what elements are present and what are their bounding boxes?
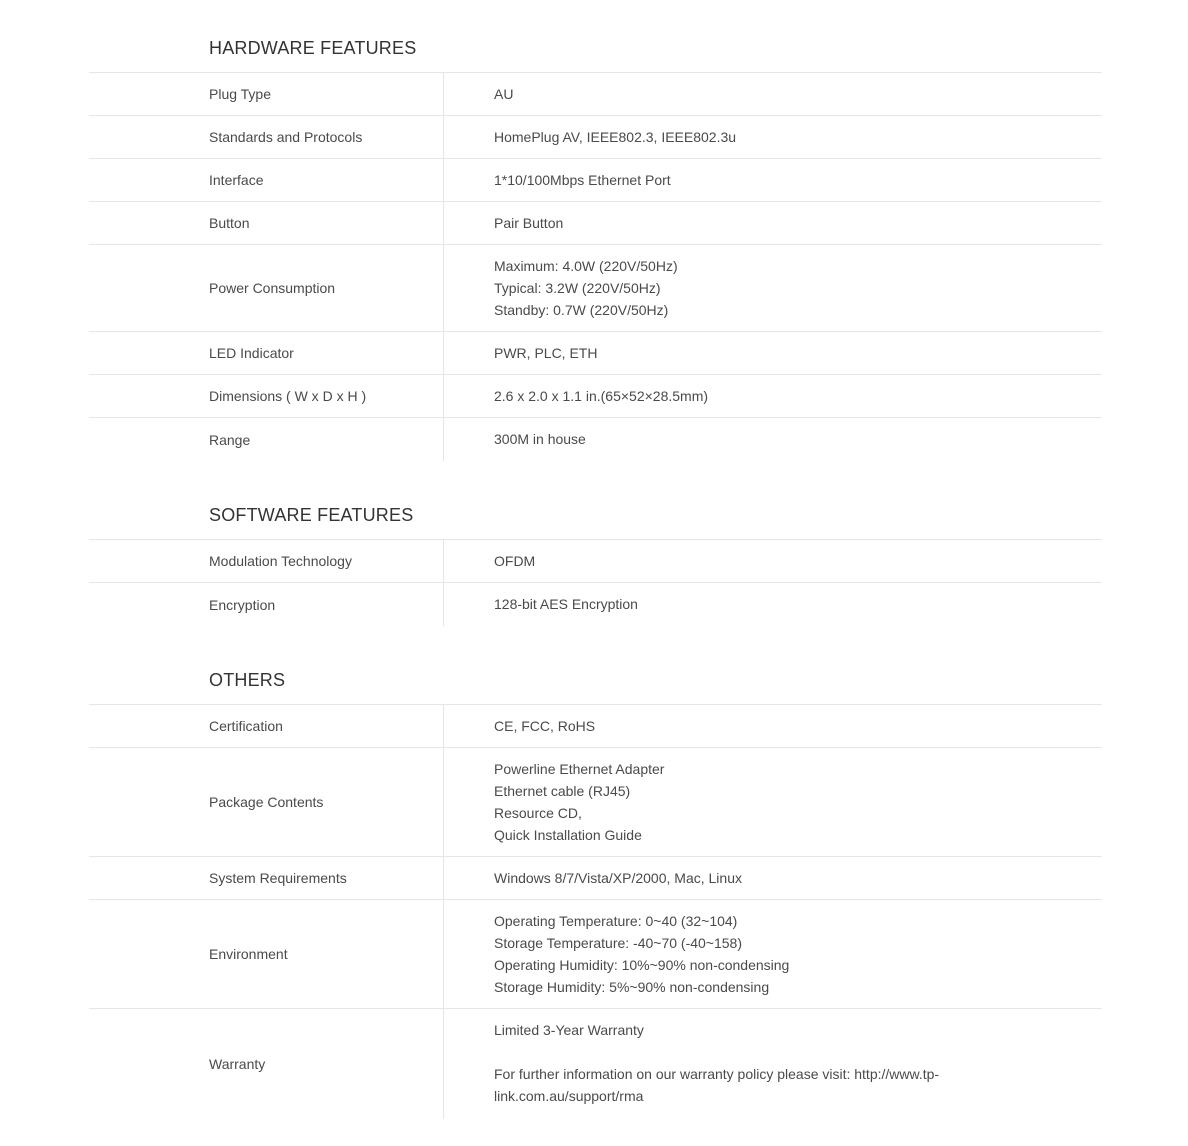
spec-label: Power Consumption	[89, 245, 444, 331]
spec-value-line: Powerline Ethernet Adapter	[494, 761, 665, 777]
spec-label: Environment	[89, 900, 444, 1008]
spec-label: Modulation Technology	[89, 540, 444, 582]
spec-row-button	[89, 202, 1102, 245]
spec-row-environment	[89, 900, 1102, 1009]
section-title-software: SOFTWARE FEATURES	[209, 505, 414, 525]
spec-value-line: OFDM	[494, 553, 536, 569]
spec-value-line	[494, 1041, 1102, 1063]
spec-row-interface	[89, 159, 1102, 202]
spec-value	[444, 705, 1102, 747]
spec-value	[444, 245, 1102, 331]
section-title-others: OTHERS	[209, 670, 286, 690]
spec-value-line: HomePlug AV, IEEE802.3, IEEE802.3u	[494, 129, 737, 145]
spec-value-line: Standby: 0.7W (220V/50Hz)	[494, 302, 669, 318]
spec-label: LED Indicator	[89, 332, 444, 374]
spec-value-line: Limited 3-Year Warranty	[494, 1022, 644, 1038]
spec-value	[444, 73, 1102, 115]
spec-label: Warranty	[89, 1009, 444, 1119]
others-spec-table	[89, 704, 1102, 1119]
spec-value-line: 1*10/100Mbps Ethernet Port	[494, 172, 671, 188]
spec-value-line: Maximum: 4.0W (220V/50Hz)	[494, 258, 678, 274]
spec-value-line: PWR, PLC, ETH	[494, 345, 598, 361]
spec-value-line: Storage Temperature: -40~70 (-40~158)	[494, 935, 743, 951]
section-title-hardware: HARDWARE FEATURES	[209, 38, 417, 58]
spec-value	[444, 1009, 1102, 1119]
spec-label: Button	[89, 202, 444, 244]
software-spec-table	[89, 539, 1102, 626]
spec-value-line: Pair Button	[494, 215, 564, 231]
spec-value	[444, 418, 1102, 461]
spec-value-line: CE, FCC, RoHS	[494, 718, 596, 734]
spec-row-package-contents	[89, 748, 1102, 857]
spec-value	[444, 202, 1102, 244]
spec-value-line: 128-bit AES Encryption	[494, 596, 638, 612]
spec-row-encryption	[89, 583, 1102, 626]
spec-value	[444, 900, 1102, 1008]
spec-label: Range	[89, 418, 444, 461]
spec-row-modulation	[89, 540, 1102, 583]
spec-value-line: 2.6 x 2.0 x 1.1 in.(65×52×28.5mm)	[494, 388, 709, 404]
spec-value-line: Ethernet cable (RJ45)	[494, 783, 631, 799]
spec-value-line: AU	[494, 86, 514, 102]
spec-label: Standards and Protocols	[89, 116, 444, 158]
spec-value-line: 300M in house	[494, 431, 586, 447]
spec-value-line: Operating Temperature: 0~40 (32~104)	[494, 913, 738, 929]
spec-value	[444, 583, 1102, 626]
spec-label: System Requirements	[89, 857, 444, 899]
spec-label: Certification	[89, 705, 444, 747]
spec-value-line: Operating Humidity: 10%~90% non-condensing	[494, 957, 790, 973]
spec-row-plug-type	[89, 73, 1102, 116]
spec-row-warranty	[89, 1009, 1102, 1119]
spec-value	[444, 375, 1102, 417]
spec-value	[444, 748, 1102, 856]
spec-label: Dimensions ( W x D x H )	[89, 375, 444, 417]
spec-value	[444, 332, 1102, 374]
spec-value-line: Resource CD,	[494, 805, 582, 821]
spec-label: Encryption	[89, 583, 444, 626]
spec-value-line: Storage Humidity: 5%~90% non-condensing	[494, 979, 770, 995]
spec-row-certification	[89, 705, 1102, 748]
spec-row-system-requirements	[89, 857, 1102, 900]
warranty-policy-text: For further information on our warranty policy please visit: http://www.tp-link.com.au/support/rma	[494, 1066, 940, 1104]
spec-label: Package Contents	[89, 748, 444, 856]
hardware-spec-table	[89, 72, 1102, 461]
spec-label: Plug Type	[89, 73, 444, 115]
spec-row-range	[89, 418, 1102, 461]
spec-row-led-indicator	[89, 332, 1102, 375]
spec-value	[444, 540, 1102, 582]
spec-value-line: Windows 8/7/Vista/XP/2000, Mac, Linux	[494, 870, 742, 886]
spec-label: Interface	[89, 159, 444, 201]
spec-value-line: Quick Installation Guide	[494, 827, 642, 843]
spec-value	[444, 116, 1102, 158]
spec-row-power-consumption	[89, 245, 1102, 332]
spec-value	[444, 159, 1102, 201]
spec-row-standards	[89, 116, 1102, 159]
spec-row-dimensions	[89, 375, 1102, 418]
spec-value-line: Typical: 3.2W (220V/50Hz)	[494, 280, 661, 296]
spec-value	[444, 857, 1102, 899]
